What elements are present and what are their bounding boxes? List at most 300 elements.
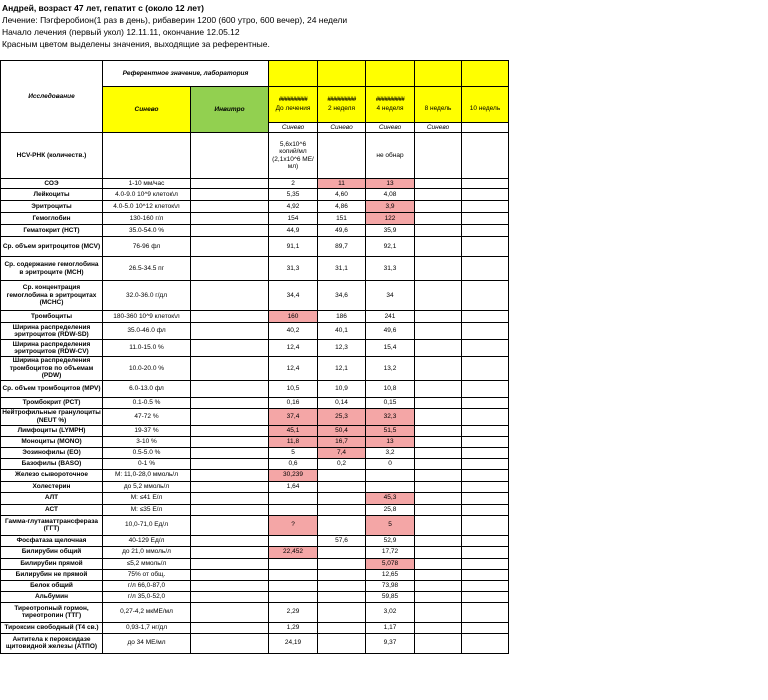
- lab-sub-label: [462, 123, 509, 133]
- result-value: [318, 602, 366, 622]
- invitro-reference: [191, 492, 269, 504]
- result-value: 7,4: [318, 447, 366, 458]
- result-value: 12,4: [269, 340, 318, 357]
- reference-value: 19-37 %: [103, 425, 191, 436]
- reference-value: М: ≤35 Е/л: [103, 504, 191, 515]
- reference-value: 4.0-5.0 10^12 клеток\л: [103, 201, 191, 213]
- result-value: 25,8: [366, 504, 415, 515]
- result-value: 160: [269, 311, 318, 323]
- reference-value: до 5,2 ммоль/л: [103, 481, 191, 492]
- result-value: 11,8: [269, 436, 318, 447]
- test-name: Фосфатаза щелочная: [1, 535, 103, 546]
- reference-value: 35.0-46.0 фл: [103, 323, 191, 340]
- invitro-reference: [191, 622, 269, 633]
- invitro-reference: [191, 469, 269, 481]
- result-value: 13,2: [366, 357, 415, 381]
- result-value: 1,29: [269, 622, 318, 633]
- result-value: 9,37: [366, 633, 415, 653]
- invitro-reference: [191, 535, 269, 546]
- result-value: [415, 602, 462, 622]
- table-row: [1, 357, 509, 381]
- legend-note: Красным цветом выделены значения, выходящие за референтные.: [2, 39, 270, 49]
- result-value: 5: [366, 515, 415, 535]
- result-value: 10,5: [269, 380, 318, 397]
- result-value: [415, 357, 462, 381]
- result-value: [318, 481, 366, 492]
- table-row: [1, 569, 509, 580]
- result-value: 91,1: [269, 237, 318, 257]
- result-value: [318, 622, 366, 633]
- result-value: [462, 340, 509, 357]
- test-name: Моноциты (MONO): [1, 436, 103, 447]
- table-row: [1, 189, 509, 201]
- result-value: [318, 591, 366, 602]
- result-value: 12,65: [366, 569, 415, 580]
- invitro-reference: [191, 237, 269, 257]
- table-row: [1, 380, 509, 397]
- result-value: [462, 602, 509, 622]
- result-value: [415, 492, 462, 504]
- result-value: 5,6x10^6 копий/мл (2,1x10^6 МЕ/мл): [269, 133, 318, 179]
- result-value: [269, 535, 318, 546]
- table-row: [1, 201, 509, 213]
- result-value: 1,64: [269, 481, 318, 492]
- result-value: [415, 535, 462, 546]
- reference-value: 0.1-0.5 %: [103, 397, 191, 408]
- result-value: 31,3: [366, 257, 415, 281]
- result-value: [269, 504, 318, 515]
- lab-sub-label: Синево: [415, 123, 462, 133]
- result-value: [415, 189, 462, 201]
- reference-header: Референтное значение, лаборатория: [103, 61, 269, 87]
- test-name: Тиреотропный гормон, тиреотропин (ТТГ): [1, 602, 103, 622]
- result-value: [318, 633, 366, 653]
- reference-value: 1-10 мм/час: [103, 179, 191, 189]
- invitro-reference: [191, 558, 269, 569]
- test-name: Билирубин прямой: [1, 558, 103, 569]
- result-value: [415, 580, 462, 591]
- reference-value: 0-1 %: [103, 458, 191, 469]
- period-label: 10 недель: [469, 104, 501, 112]
- result-value: 0: [366, 458, 415, 469]
- invitro-reference: [191, 257, 269, 281]
- result-value: ?: [269, 515, 318, 535]
- result-value: [462, 189, 509, 201]
- hash-placeholder: ##########: [327, 97, 356, 103]
- invitro-reference: [191, 591, 269, 602]
- invitro-reference: [191, 408, 269, 425]
- table-row: [1, 323, 509, 340]
- result-value: 2,29: [269, 602, 318, 622]
- result-value: [318, 515, 366, 535]
- reference-value: [103, 133, 191, 179]
- result-value: [462, 133, 509, 179]
- result-value: [318, 569, 366, 580]
- hash-placeholder: ##########: [278, 97, 308, 103]
- table-row: [1, 515, 509, 535]
- table-row: [1, 225, 509, 237]
- test-name: Белок общий: [1, 580, 103, 591]
- result-value: [462, 622, 509, 633]
- reference-value: ≤5,2 ммоль/л: [103, 558, 191, 569]
- result-value: [415, 225, 462, 237]
- result-value: [415, 546, 462, 558]
- table-row: [1, 481, 509, 492]
- reference-value: 0,93-1,7 нг/дл: [103, 622, 191, 633]
- result-value: [462, 633, 509, 653]
- result-value: 49,6: [318, 225, 366, 237]
- table-row: [1, 436, 509, 447]
- result-value: [462, 515, 509, 535]
- result-value: 50,4: [318, 425, 366, 436]
- result-value: [415, 569, 462, 580]
- invitro-reference: [191, 481, 269, 492]
- invitro-reference: [191, 225, 269, 237]
- reference-value: М: 11,0-28,0 ммоль/л: [103, 469, 191, 481]
- patient-line: Андрей, возраст 47 лет, гепатит с (около 12 лет): [2, 3, 204, 13]
- result-value: 5: [269, 447, 318, 458]
- reference-value: 26.5-34.5 пг: [103, 257, 191, 281]
- table-row: [1, 447, 509, 458]
- table-row: [1, 546, 509, 558]
- test-name: Альбумин: [1, 591, 103, 602]
- invitro-reference: [191, 201, 269, 213]
- result-value: [462, 481, 509, 492]
- result-value: [269, 580, 318, 591]
- reference-value: 11.0-15.0 %: [103, 340, 191, 357]
- result-value: 13: [366, 179, 415, 189]
- reference-value: М: ≤41 Е/л: [103, 492, 191, 504]
- test-name: Гематокрит (HCT): [1, 225, 103, 237]
- table-row: [1, 633, 509, 653]
- dates-line: Начало лечения (первый укол) 12.11.11, окончание 12.05.12: [2, 27, 240, 37]
- invitro-reference: [191, 436, 269, 447]
- reference-value: 35.0-54.0 %: [103, 225, 191, 237]
- result-value: 45,1: [269, 425, 318, 436]
- test-name: HCV-РНК (количеств.): [1, 133, 103, 179]
- table-row: [1, 558, 509, 569]
- result-value: [415, 458, 462, 469]
- result-value: [415, 515, 462, 535]
- table-row: [1, 492, 509, 504]
- invitro-reference: [191, 357, 269, 381]
- result-value: 49,6: [366, 323, 415, 340]
- result-value: [366, 469, 415, 481]
- result-value: 52,9: [366, 535, 415, 546]
- result-value: [462, 535, 509, 546]
- result-value: [462, 201, 509, 213]
- result-value: [415, 323, 462, 340]
- result-value: [415, 340, 462, 357]
- period-header: [415, 87, 462, 123]
- result-value: [318, 546, 366, 558]
- result-value: 11: [318, 179, 366, 189]
- result-value: [318, 133, 366, 179]
- result-value: 12,3: [318, 340, 366, 357]
- result-value: 89,7: [318, 237, 366, 257]
- test-name: Ширина распределения эритроцитов (RDW-SD): [1, 323, 103, 340]
- result-value: 13: [366, 436, 415, 447]
- result-value: [318, 504, 366, 515]
- result-value: 0,6: [269, 458, 318, 469]
- result-value: [269, 569, 318, 580]
- invitro-reference: [191, 323, 269, 340]
- result-value: 92,1: [366, 237, 415, 257]
- table-row: [1, 469, 509, 481]
- result-value: 3,9: [366, 201, 415, 213]
- result-value: 4,08: [366, 189, 415, 201]
- result-value: [415, 257, 462, 281]
- result-value: 0,2: [318, 458, 366, 469]
- table-row: [1, 535, 509, 546]
- result-value: [415, 469, 462, 481]
- result-value: 44,9: [269, 225, 318, 237]
- table-row: [1, 311, 509, 323]
- result-value: 31,1: [318, 257, 366, 281]
- result-value: [462, 469, 509, 481]
- table-row: [1, 408, 509, 425]
- result-value: [462, 425, 509, 436]
- result-value: [462, 323, 509, 340]
- invitro-reference: [191, 425, 269, 436]
- result-value: 24,19: [269, 633, 318, 653]
- period-label: 4 неделя: [376, 104, 404, 112]
- period-header: [318, 87, 366, 123]
- lab-sub-label: Синево: [269, 123, 318, 133]
- reference-value: 0.5-5.0 %: [103, 447, 191, 458]
- invitro-reference: [191, 546, 269, 558]
- table-row: [1, 213, 509, 225]
- table-row: [1, 622, 509, 633]
- result-value: 186: [318, 311, 366, 323]
- invitro-reference: [191, 447, 269, 458]
- result-value: 15,4: [366, 340, 415, 357]
- test-name: Базофилы (BASO): [1, 458, 103, 469]
- result-value: 4,60: [318, 189, 366, 201]
- result-value: 51,5: [366, 425, 415, 436]
- result-value: [462, 546, 509, 558]
- result-value: [415, 408, 462, 425]
- test-name: Тромбоциты: [1, 311, 103, 323]
- table-row: [1, 397, 509, 408]
- result-value: [415, 179, 462, 189]
- table-row: [1, 591, 509, 602]
- table-row: [1, 133, 509, 179]
- result-value: [462, 458, 509, 469]
- reference-value: 0,27-4,2 мкМЕ/мл: [103, 602, 191, 622]
- reference-value: 10.0-20.0 %: [103, 357, 191, 381]
- result-value: [415, 504, 462, 515]
- test-name: Ср. содержание гемоглобина в эритроците (MCH): [1, 257, 103, 281]
- test-name: Нейтрофильные гранулоциты (NEUT %): [2, 409, 101, 424]
- test-name: Билирубин общий: [1, 546, 103, 558]
- result-value: 12,4: [269, 357, 318, 381]
- result-value: [462, 558, 509, 569]
- test-name: Ср. объем эритроцитов (MCV): [1, 237, 103, 257]
- invitro-reference: [191, 281, 269, 311]
- invitro-reference: [191, 133, 269, 179]
- reference-value: 130-160 г/л: [103, 213, 191, 225]
- result-value: [415, 133, 462, 179]
- period-header: [366, 87, 415, 123]
- result-value: 0,14: [318, 397, 366, 408]
- reference-value: 3-10 %: [103, 436, 191, 447]
- reference-value: 47-72 %: [103, 408, 191, 425]
- invitro-reference: [191, 504, 269, 515]
- invitro-reference: [191, 633, 269, 653]
- table-row: [1, 425, 509, 436]
- reference-value: 10,0-71,0 Ед/л: [103, 515, 191, 535]
- result-value: [415, 397, 462, 408]
- result-value: [462, 408, 509, 425]
- result-value: 3,02: [366, 602, 415, 622]
- test-name: Ср. объем тромбоцитов (MPV): [1, 380, 103, 397]
- invitro-reference: [191, 580, 269, 591]
- table-row: [1, 580, 509, 591]
- result-value: 241: [366, 311, 415, 323]
- result-value: 122: [366, 213, 415, 225]
- result-value: [318, 469, 366, 481]
- table-row: [1, 504, 509, 515]
- result-value: [415, 311, 462, 323]
- result-value: 30,239: [269, 469, 318, 481]
- test-name: Гамма-глутаматтрансфераза (ГГТ): [1, 515, 103, 535]
- test-name: АЛТ: [1, 492, 103, 504]
- reference-value: г/л 35,0-52,0: [103, 591, 191, 602]
- result-value: 73,98: [366, 580, 415, 591]
- test-name: Гемоглобин: [1, 213, 103, 225]
- result-value: [462, 492, 509, 504]
- reference-value: 76-96 фл: [103, 237, 191, 257]
- result-value: 0,15: [366, 397, 415, 408]
- result-value: 0,16: [269, 397, 318, 408]
- reference-value: до 21,0 ммоль/л: [103, 546, 191, 558]
- test-name: Эозинофилы (EO): [1, 447, 103, 458]
- invitro-reference: [191, 397, 269, 408]
- result-value: 32,3: [366, 408, 415, 425]
- result-value: [269, 558, 318, 569]
- result-value: 12,1: [318, 357, 366, 381]
- result-value: 25,3: [318, 408, 366, 425]
- period-header: [462, 87, 509, 123]
- result-value: 2: [269, 179, 318, 189]
- table-row: [1, 340, 509, 357]
- result-value: [318, 492, 366, 504]
- lab-sub-label: Синево: [366, 123, 415, 133]
- result-value: [462, 179, 509, 189]
- invitro-reference: [191, 602, 269, 622]
- period-label: 2 неделя: [328, 104, 355, 112]
- invitro-reference: [191, 569, 269, 580]
- test-name: Ширина распределения тромбоцитов по объемам (PDW): [1, 357, 103, 381]
- result-value: 34,6: [318, 281, 366, 311]
- hash-placeholder: ##########: [375, 97, 405, 103]
- result-value: 37,4: [269, 408, 318, 425]
- result-value: [269, 591, 318, 602]
- table-row: [1, 257, 509, 281]
- result-value: [462, 591, 509, 602]
- table-row: [1, 237, 509, 257]
- result-value: [415, 281, 462, 311]
- result-value: 16,7: [318, 436, 366, 447]
- result-value: 17,72: [366, 546, 415, 558]
- test-name: Железо сывороточное: [1, 469, 103, 481]
- result-value: [462, 311, 509, 323]
- period-label: До лечения: [275, 104, 311, 112]
- result-value: [415, 622, 462, 633]
- result-value: [462, 281, 509, 311]
- result-value: 4,92: [269, 201, 318, 213]
- result-value: [269, 492, 318, 504]
- invitro-reference: [191, 213, 269, 225]
- invitro-reference: [191, 311, 269, 323]
- invitro-reference: [191, 189, 269, 201]
- result-value: [462, 580, 509, 591]
- result-value: [415, 201, 462, 213]
- test-name: Антитела к пероксидазе щитовидной железы (АТПО): [1, 633, 103, 653]
- lab-sub-label: Синево: [318, 123, 366, 133]
- result-value: 40,1: [318, 323, 366, 340]
- invitro-reference: [191, 458, 269, 469]
- test-name: Холестерин: [1, 481, 103, 492]
- test-name: Эритроциты: [1, 201, 103, 213]
- test-name: Билирубин не прямой: [1, 569, 103, 580]
- result-value: 3,2: [366, 447, 415, 458]
- result-value: [462, 380, 509, 397]
- result-value: 57,6: [318, 535, 366, 546]
- result-value: [415, 237, 462, 257]
- result-value: [415, 558, 462, 569]
- result-value: 34: [366, 281, 415, 311]
- result-value: 4,86: [318, 201, 366, 213]
- reference-value: 180-360 10^9 клеток\л: [103, 311, 191, 323]
- test-name: СОЭ: [1, 179, 103, 189]
- test-name: Тироксин свободный (Т4 св.): [1, 622, 103, 633]
- test-name: Ср. концентрация гемоглобина в эритроцитах (MCHC): [1, 281, 103, 311]
- table-row: [1, 458, 509, 469]
- lab-sinevo-header: Синево: [103, 87, 191, 133]
- treatment-line: Лечение: Пэгферобион(1 раз в день), рибаверин 1200 (600 утро, 600 вечер), 24 недели: [2, 15, 348, 25]
- result-value: 1,17: [366, 622, 415, 633]
- invitro-reference: [191, 380, 269, 397]
- reference-value: 40-129 Ед/л: [103, 535, 191, 546]
- reference-value: 6.0-13.0 фл: [103, 380, 191, 397]
- result-value: [462, 397, 509, 408]
- result-value: 22,452: [269, 546, 318, 558]
- reference-value: 4.0-9.0 10^9 клеток\л: [103, 189, 191, 201]
- result-value: 10,9: [318, 380, 366, 397]
- result-value: [318, 580, 366, 591]
- result-value: 35,9: [366, 225, 415, 237]
- test-name: Лейкоциты: [1, 189, 103, 201]
- result-value: [462, 447, 509, 458]
- result-value: [462, 569, 509, 580]
- result-value: 151: [318, 213, 366, 225]
- result-value: [415, 447, 462, 458]
- result-value: 40,2: [269, 323, 318, 340]
- result-value: 5,35: [269, 189, 318, 201]
- result-value: не обнар: [366, 133, 415, 179]
- test-name: Ширина распределения эритроцитов (RDW-CV): [1, 340, 103, 357]
- result-value: [462, 436, 509, 447]
- result-value: [415, 633, 462, 653]
- result-value: [462, 257, 509, 281]
- test-name: Лимфоциты (LYMPH): [1, 425, 103, 436]
- invitro-reference: [191, 340, 269, 357]
- test-name: АСТ: [1, 504, 103, 515]
- result-value: 5,078: [366, 558, 415, 569]
- result-value: [415, 481, 462, 492]
